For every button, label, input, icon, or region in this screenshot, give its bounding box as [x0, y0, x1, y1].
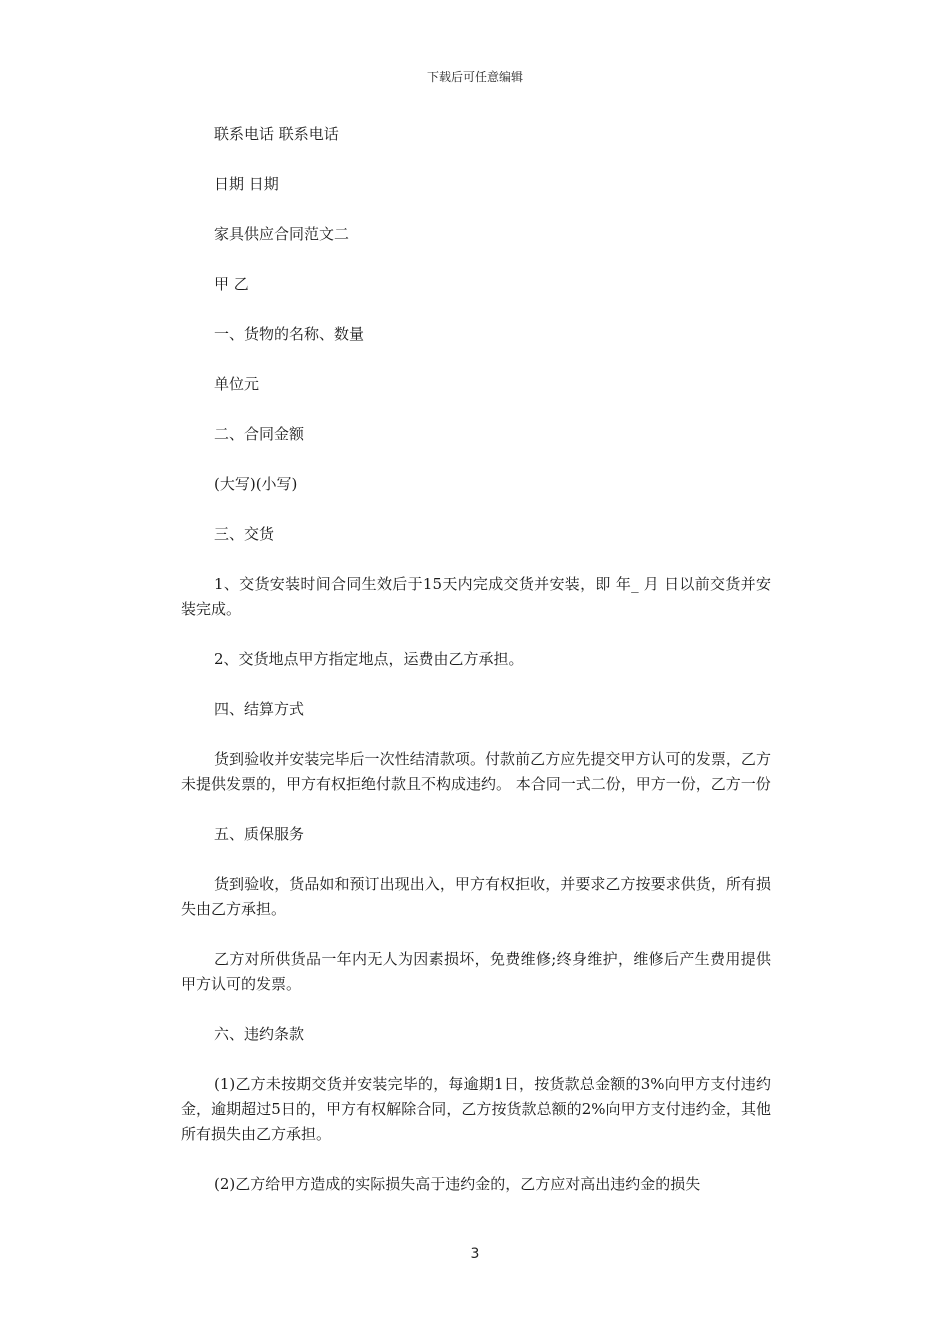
section-heading-delivery: 三、交货 [214, 525, 275, 543]
section-heading-breach: 六、违约条款 [214, 1025, 305, 1043]
date-line: 日期 日期 [214, 175, 279, 193]
document-body [181, 122, 771, 1197]
unit-line: 单位元 [214, 375, 260, 393]
warranty-clause-1: 货到验收，货品如和预订出现出入，甲方有权拒收，并要求乙方按要求供货，所有损失由乙方承担。 [181, 875, 771, 918]
breach-clause-1: (1)乙方未按期交货并安装完毕的，每逾期1日，按货款总金额的3%向甲方支付违约金，逾期超过5日的，甲方有权解除合同，乙方按货款总额的2%向甲方支付违约金，其他所有损失由乙方承担。 [181, 1075, 771, 1143]
page-header: 下载后可任意编辑 [426, 70, 523, 84]
amount-line: (大写)(小写) [214, 475, 298, 493]
warranty-clause-2: 乙方对所供货品一年内无人为因素损坏，免费维修;终身维护，维修后产生费用提供甲方认可的发票。 [181, 950, 771, 993]
section-heading-amount: 二、合同金额 [214, 425, 305, 443]
settlement-clause: 货到验收并安装完毕后一次性结清款项。付款前乙方应先提交甲方认可的发票，乙方未提供发票的，甲方有权拒绝付款且不构成违约。 本合同一式二份，甲方一份，乙方一份 [181, 750, 771, 793]
section-heading-warranty: 五、质保服务 [214, 825, 305, 843]
section-heading-settlement: 四、结算方式 [214, 700, 305, 718]
page-number: 3 [470, 1246, 480, 1262]
delivery-clause-2: 2、交货地点甲方指定地点，运费由乙方承担。 [214, 650, 524, 668]
delivery-clause-1: 1、交货安装时间合同生效后于15天内完成交货并安装，即 年_ 月 日以前交货并安装完成。 [181, 575, 771, 618]
section-heading-goods: 一、货物的名称、数量 [214, 325, 365, 343]
breach-clause-2: (2)乙方给甲方造成的实际损失高于违约金的，乙方应对高出违约金的损失 [214, 1175, 701, 1193]
contact-phone-line: 联系电话 联系电话 [214, 125, 339, 143]
document-title: 家具供应合同范文二 [214, 225, 350, 243]
parties-line: 甲 乙 [214, 275, 249, 293]
